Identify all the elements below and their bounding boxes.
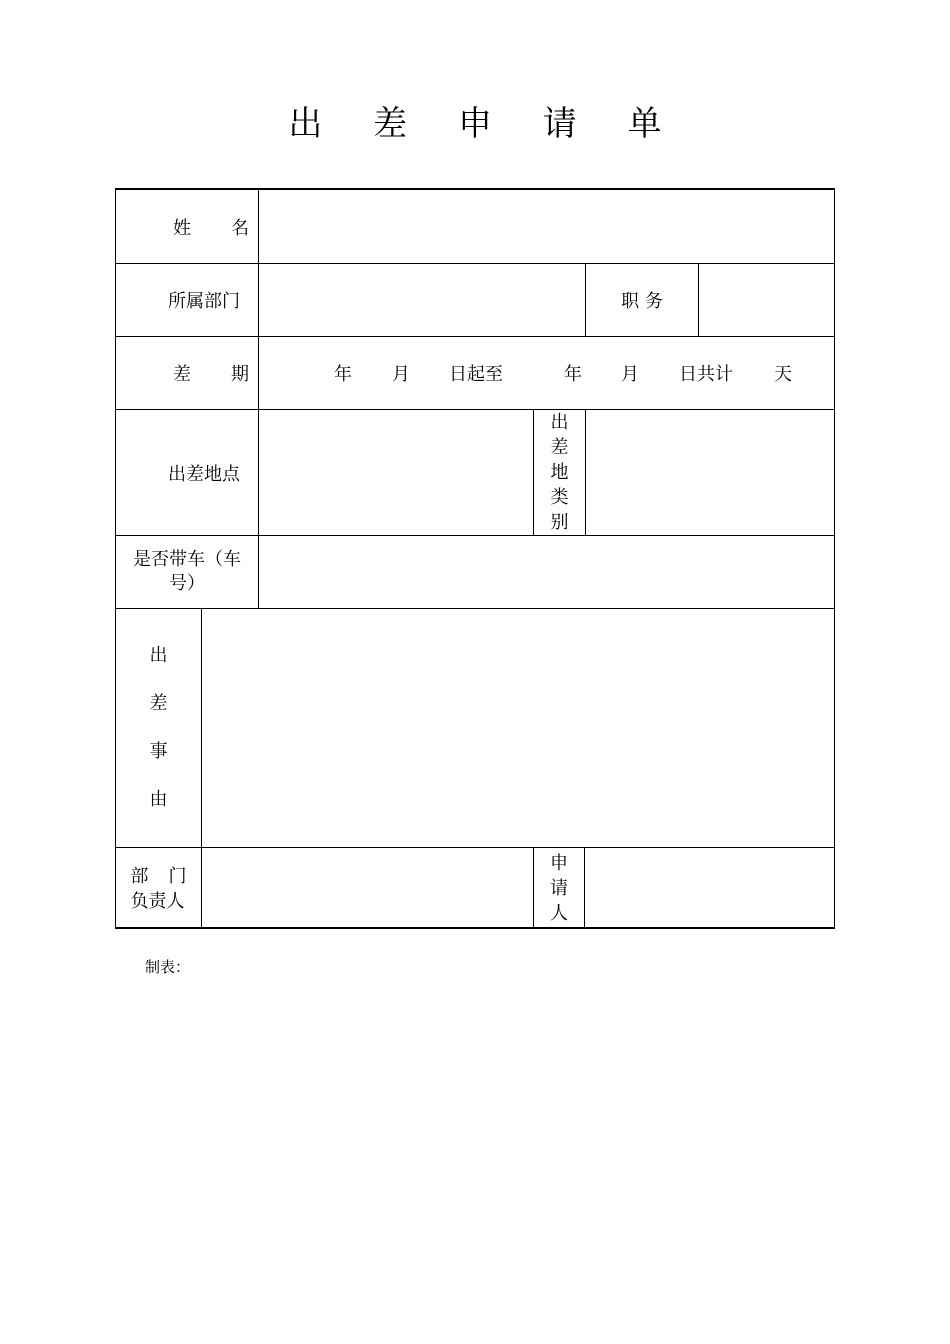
date-year-1: 年 [334, 364, 352, 385]
name-label-char-2: 名 [231, 217, 249, 239]
period-field[interactable] [259, 337, 835, 410]
prepared-by-note: 制表： [145, 958, 191, 976]
date-start-until: 日起至 [449, 364, 503, 385]
position-label: 职 务 [586, 264, 699, 337]
reason-label: 出 差 事 由 [116, 609, 202, 848]
date-total: 日共计 [679, 364, 733, 385]
car-field[interactable] [259, 536, 835, 609]
name-field[interactable] [259, 190, 835, 264]
applicant-field[interactable] [585, 848, 835, 929]
location-type-field[interactable] [586, 410, 835, 536]
travel-request-form [115, 188, 835, 929]
reason-field[interactable] [202, 609, 835, 848]
date-month-1: 月 [392, 364, 410, 385]
period-label-char-1: 差 [173, 364, 191, 385]
applicant-label: 申 请 人 [534, 848, 585, 929]
date-month-2: 月 [621, 364, 639, 385]
position-field[interactable] [699, 264, 835, 337]
department-field[interactable] [259, 264, 586, 337]
date-year-2: 年 [564, 364, 582, 385]
department-label: 所属部门 [116, 264, 259, 337]
form-title: 出 差 申 请 单 [288, 104, 682, 144]
car-label: 是否带车（车号） [116, 536, 259, 609]
date-range [259, 337, 835, 409]
dept-head-label: 部 门 负责人 [116, 848, 202, 929]
period-label-char-2: 期 [231, 364, 249, 385]
name-label-char-1: 姓 [173, 217, 191, 239]
location-label: 出差地点 [116, 410, 259, 536]
name-label [116, 190, 259, 264]
location-field[interactable] [259, 410, 534, 536]
date-days: 天 [774, 364, 792, 385]
location-type-label: 出 差 地 类 别 [534, 410, 586, 536]
period-label [116, 337, 259, 410]
dept-head-field[interactable] [202, 848, 534, 929]
